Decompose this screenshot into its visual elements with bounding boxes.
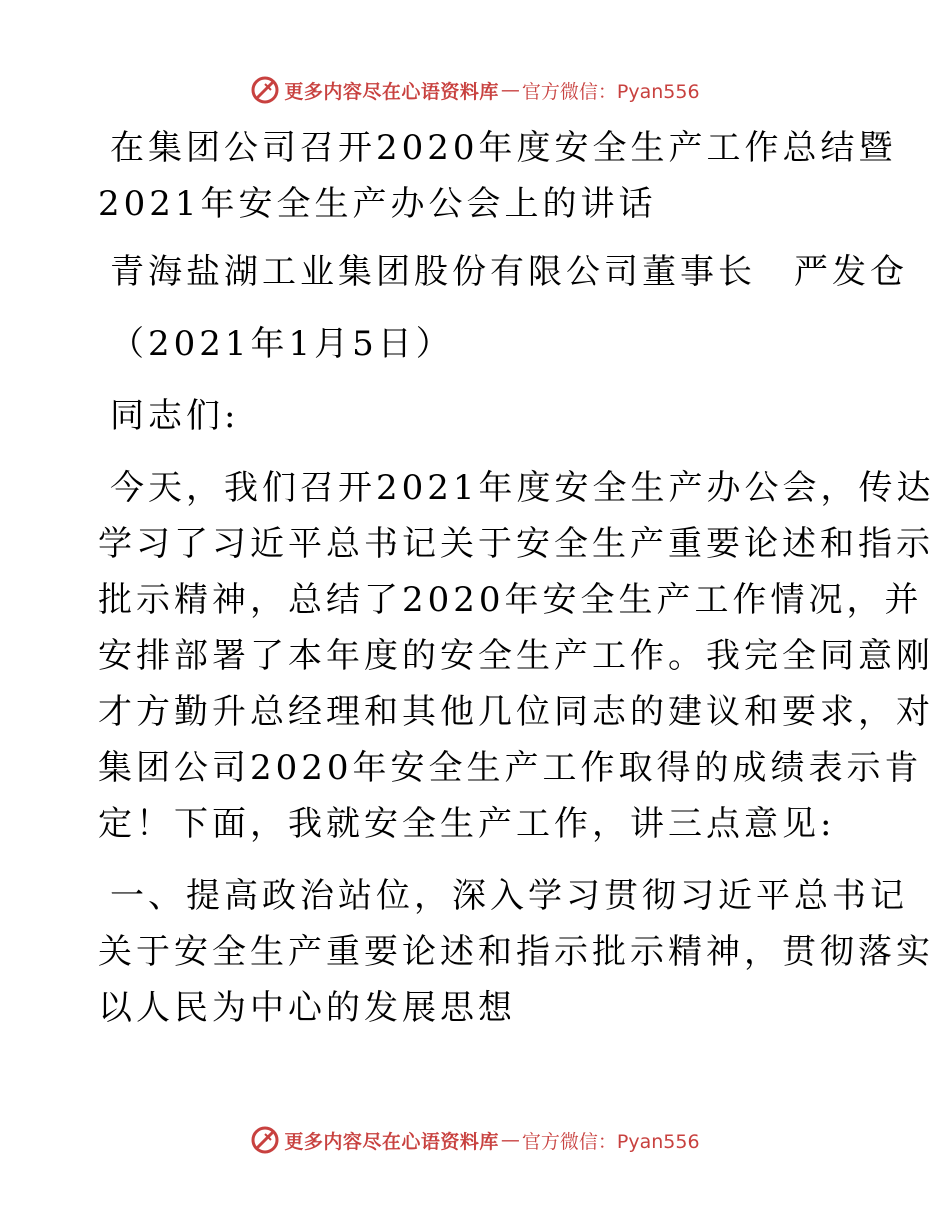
watermark-wechat: 官方微信：Pyan556 bbox=[521, 80, 700, 103]
heading-line: 一、提高政治站位，深入学习贯彻习近平总书记 bbox=[110, 876, 908, 916]
speaker-line: 青海盐湖工业集团股份有限公司董事长 严发仓 bbox=[110, 252, 908, 292]
title-line-1: 在集团公司召开2020年度安全生产工作总结暨 bbox=[110, 128, 897, 168]
paragraph-line: 今天，我们召开2021年度安全生产办公会，传达 bbox=[110, 468, 935, 508]
watermark-wechat: 官方微信：Pyan556 bbox=[521, 1130, 700, 1153]
section-heading-1 bbox=[98, 868, 934, 1036]
watermark-separator: — bbox=[500, 1129, 520, 1151]
paragraph-line: 批示精神，总结了2020年安全生产工作情况，并 bbox=[98, 580, 923, 620]
brand-logo-icon bbox=[250, 75, 280, 105]
heading-line: 以人民为中心的发展思想 bbox=[98, 988, 516, 1028]
heading-line: 关于安全生产重要论述和指示批示精神，贯彻落实 bbox=[98, 932, 934, 972]
paragraph-1 bbox=[98, 460, 935, 852]
watermark-separator: — bbox=[500, 79, 520, 101]
salutation: 同志们: bbox=[110, 396, 240, 436]
paragraph-line: 才方勤升总经理和其他几位同志的建议和要求，对 bbox=[98, 692, 934, 732]
paragraph-line: 定！下面，我就安全生产工作，讲三点意见: bbox=[98, 804, 836, 844]
document-body bbox=[98, 120, 935, 1036]
watermark-banner-bottom bbox=[0, 1118, 950, 1162]
watermark-text: 更多内容尽在心语资料库 bbox=[284, 80, 499, 103]
paragraph-line: 学习了习近平总书记关于安全生产重要论述和指示 bbox=[98, 524, 934, 564]
watermark-text: 更多内容尽在心语资料库 bbox=[284, 1130, 499, 1153]
watermark-banner-top bbox=[0, 68, 950, 112]
title-line-2: 2021年安全生产办公会上的讲话 bbox=[98, 184, 657, 224]
paragraph-line: 集团公司2020年安全生产工作取得的成绩表示肯 bbox=[98, 748, 923, 788]
brand-logo-icon bbox=[250, 1125, 280, 1155]
date-line: （2021年1月5日） bbox=[110, 324, 454, 364]
paragraph-line: 安排部署了本年度的安全生产工作。我完全同意刚 bbox=[98, 636, 934, 676]
